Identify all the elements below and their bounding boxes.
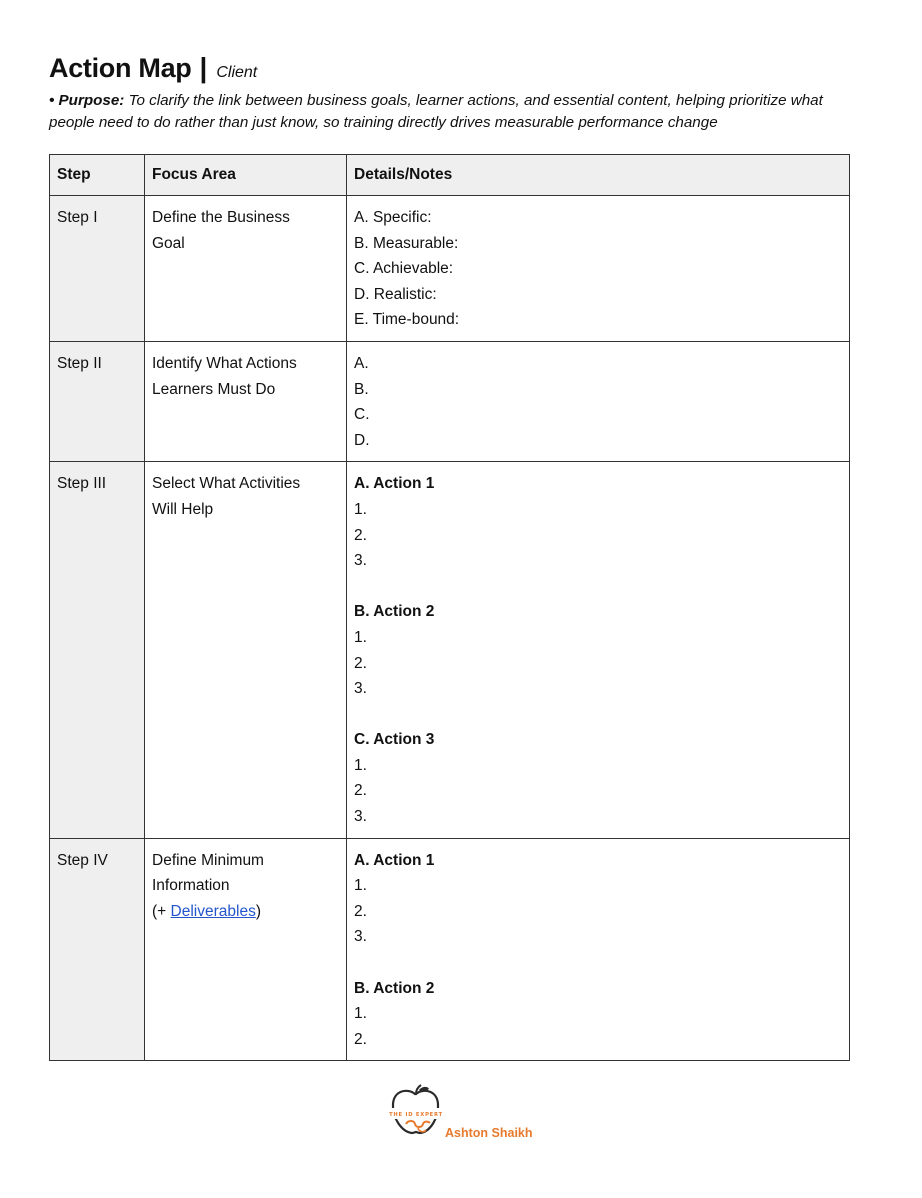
focus-cell <box>145 462 347 838</box>
action-item: 3. <box>354 808 367 826</box>
table-row-step-3 <box>50 462 850 838</box>
detail-item: B. <box>354 380 369 398</box>
step-cell <box>50 838 145 1061</box>
step-label: Step IV <box>57 851 108 869</box>
action-item: 3. <box>354 928 367 946</box>
step-label: Step I <box>57 209 98 226</box>
details-cell[interactable] <box>347 462 850 838</box>
focus-cell <box>145 838 347 1061</box>
author-name: Ashton Shaikh <box>445 1126 533 1140</box>
detail-item: C. Achievable: <box>354 260 454 278</box>
action-item: 1. <box>354 500 367 518</box>
action-item: 2. <box>354 782 367 800</box>
detail-item: A. <box>354 354 369 372</box>
step-cell <box>50 462 145 838</box>
action-item: 1. <box>354 1005 367 1023</box>
action-heading: A. Action 1 <box>354 851 435 869</box>
apple-brain-logo-icon <box>388 1084 444 1142</box>
action-heading: C. Action 3 <box>354 731 435 749</box>
action-item: 2. <box>354 654 367 672</box>
footer-brand <box>388 1084 548 1144</box>
page-subtitle: Client <box>216 64 258 81</box>
logo-text: THE ID EXPERT <box>389 1112 443 1118</box>
action-item: 1. <box>354 756 367 774</box>
focus-line: Define the Business <box>152 209 290 226</box>
column-header-step: Step <box>50 155 145 196</box>
focus-line: Goal <box>152 234 185 252</box>
focus-line: Will Help <box>152 500 214 518</box>
action-item: 3. <box>354 680 367 698</box>
focus-cell <box>145 196 347 342</box>
purpose-statement <box>49 90 849 134</box>
table-header-row <box>50 155 850 196</box>
focus-line: Select What Activities <box>152 475 301 493</box>
step-label: Step II <box>57 354 102 372</box>
purpose-text: To clarify the link between business goals, learner actions, and essential content, helping prioritize what people need to do rather than just know, so training directly drives measurable performance change <box>49 92 823 131</box>
deliverables-link[interactable]: Deliverables <box>170 902 256 920</box>
focus-line: Define Minimum <box>152 851 264 869</box>
detail-item: B. Measurable: <box>354 234 459 252</box>
title-row <box>49 52 849 88</box>
step-cell <box>50 196 145 342</box>
column-header-focus-area: Focus Area <box>145 155 347 196</box>
action-item: 1. <box>354 628 367 646</box>
focus-line: Identify What Actions <box>152 354 297 372</box>
details-cell[interactable] <box>347 196 850 342</box>
focus-line-deliverables <box>152 899 339 925</box>
focus-line: Information <box>152 877 230 895</box>
action-item: 3. <box>354 552 367 570</box>
details-cell[interactable] <box>347 341 850 461</box>
detail-item: A. Specific: <box>354 209 432 226</box>
action-item: 2. <box>354 526 367 544</box>
detail-item: E. Time-bound: <box>354 311 460 329</box>
step-cell <box>50 341 145 461</box>
focus-line: Learners Must Do <box>152 380 276 398</box>
deliverables-suffix: ) <box>255 902 261 920</box>
action-item: 1. <box>354 877 367 895</box>
column-header-details: Details/Notes <box>347 155 850 196</box>
title-separator: | <box>199 52 208 83</box>
page-title: Action Map <box>49 53 192 83</box>
table-row-step-1 <box>50 196 850 342</box>
action-item: 2. <box>354 902 367 920</box>
action-item: 2. <box>354 1030 367 1048</box>
focus-cell <box>145 341 347 461</box>
detail-item: D. Realistic: <box>354 285 437 303</box>
action-heading: A. Action 1 <box>354 475 435 493</box>
table-row-step-4 <box>50 838 850 1061</box>
table-row-step-2 <box>50 341 850 461</box>
action-map-table <box>49 154 850 1061</box>
document-page <box>49 52 849 1048</box>
deliverables-prefix: (+ <box>152 902 171 920</box>
purpose-label: • Purpose: <box>49 92 125 109</box>
step-label: Step III <box>57 475 107 493</box>
detail-item: D. <box>354 431 370 449</box>
action-heading: B. Action 2 <box>354 603 435 621</box>
detail-item: C. <box>354 406 370 424</box>
action-heading: B. Action 2 <box>354 979 435 997</box>
details-cell[interactable] <box>347 838 850 1061</box>
